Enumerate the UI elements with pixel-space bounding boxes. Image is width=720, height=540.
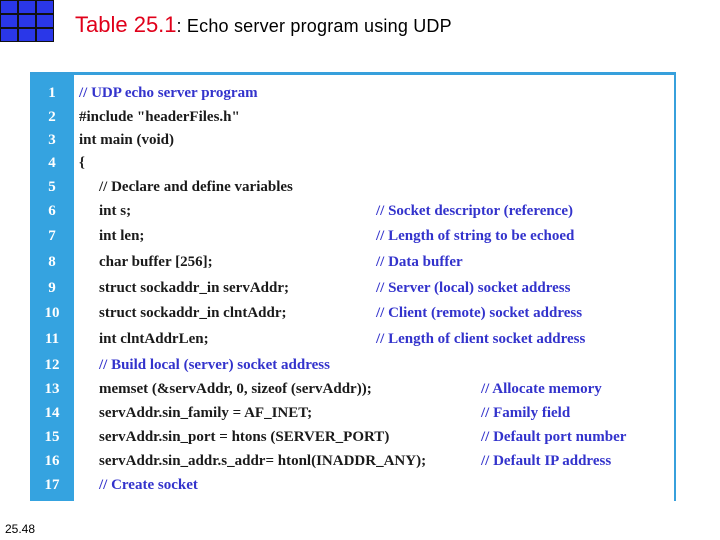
- line-number: 8: [48, 254, 56, 270]
- code-line: servAddr.sin_port = htons (SERVER_PORT): [99, 429, 390, 445]
- line-number: 5: [48, 179, 56, 195]
- code-comment: // Data buffer: [376, 254, 463, 270]
- table-number: Table 25.1: [75, 12, 177, 37]
- line-number: 15: [44, 429, 60, 445]
- code-listing: [30, 72, 676, 501]
- code-line: int s;: [99, 203, 132, 219]
- code-area: [74, 75, 674, 501]
- line-number: 1: [48, 85, 56, 101]
- code-line: struct sockaddr_in clntAddr;: [99, 305, 287, 321]
- line-number: 4: [48, 155, 56, 171]
- line-number: 2: [48, 109, 56, 125]
- line-number: 16: [44, 453, 60, 469]
- line-number: 11: [44, 331, 60, 347]
- code-line: // Declare and define variables: [99, 179, 293, 195]
- code-line: servAddr.sin_family = AF_INET;: [99, 405, 313, 421]
- code-line: servAddr.sin_addr.s_addr= htonl(INADDR_ANY);: [99, 453, 427, 469]
- line-number-gutter: [30, 75, 74, 501]
- title-text: Echo server program using UDP: [181, 16, 452, 36]
- code-line: {: [79, 155, 85, 171]
- logo-grid-icon: [0, 0, 54, 42]
- code-line: memset (&servAddr, 0, sizeof (servAddr));: [99, 381, 372, 397]
- page-number: 25.48: [5, 522, 36, 536]
- line-number: 13: [44, 381, 60, 397]
- code-comment: // Client (remote) socket address: [376, 305, 583, 321]
- code-line: int len;: [99, 228, 145, 244]
- code-comment: // Default IP address: [481, 453, 612, 469]
- line-number: 14: [44, 405, 60, 421]
- code-comment: // Socket descriptor (reference): [376, 203, 574, 219]
- code-line: // UDP echo server program: [79, 85, 258, 101]
- code-comment: // Default port number: [481, 429, 627, 445]
- code-line: // Build local (server) socket address: [99, 357, 330, 373]
- code-line: int main (void): [79, 132, 175, 148]
- title-colon: :: [176, 16, 182, 36]
- line-number: 3: [48, 132, 56, 148]
- page-title: [75, 12, 452, 38]
- code-line: int clntAddrLen;: [99, 331, 209, 347]
- code-comment: // Length of client socket address: [376, 331, 586, 347]
- code-comment: // Length of string to be echoed: [376, 228, 575, 244]
- code-comment: // Server (local) socket address: [376, 280, 571, 296]
- line-number: 9: [48, 280, 56, 296]
- code-line: struct sockaddr_in servAddr;: [99, 280, 289, 296]
- line-number: 17: [44, 477, 60, 493]
- code-line: #include "headerFiles.h": [79, 109, 240, 125]
- line-number: 7: [48, 228, 56, 244]
- line-number: 10: [44, 305, 60, 321]
- code-comment: // Family field: [481, 405, 571, 421]
- line-number: 12: [44, 357, 60, 373]
- code-line: char buffer [256];: [99, 254, 213, 270]
- line-number: 6: [48, 203, 56, 219]
- code-comment: // Allocate memory: [481, 381, 602, 397]
- code-line: // Create socket: [99, 477, 198, 493]
